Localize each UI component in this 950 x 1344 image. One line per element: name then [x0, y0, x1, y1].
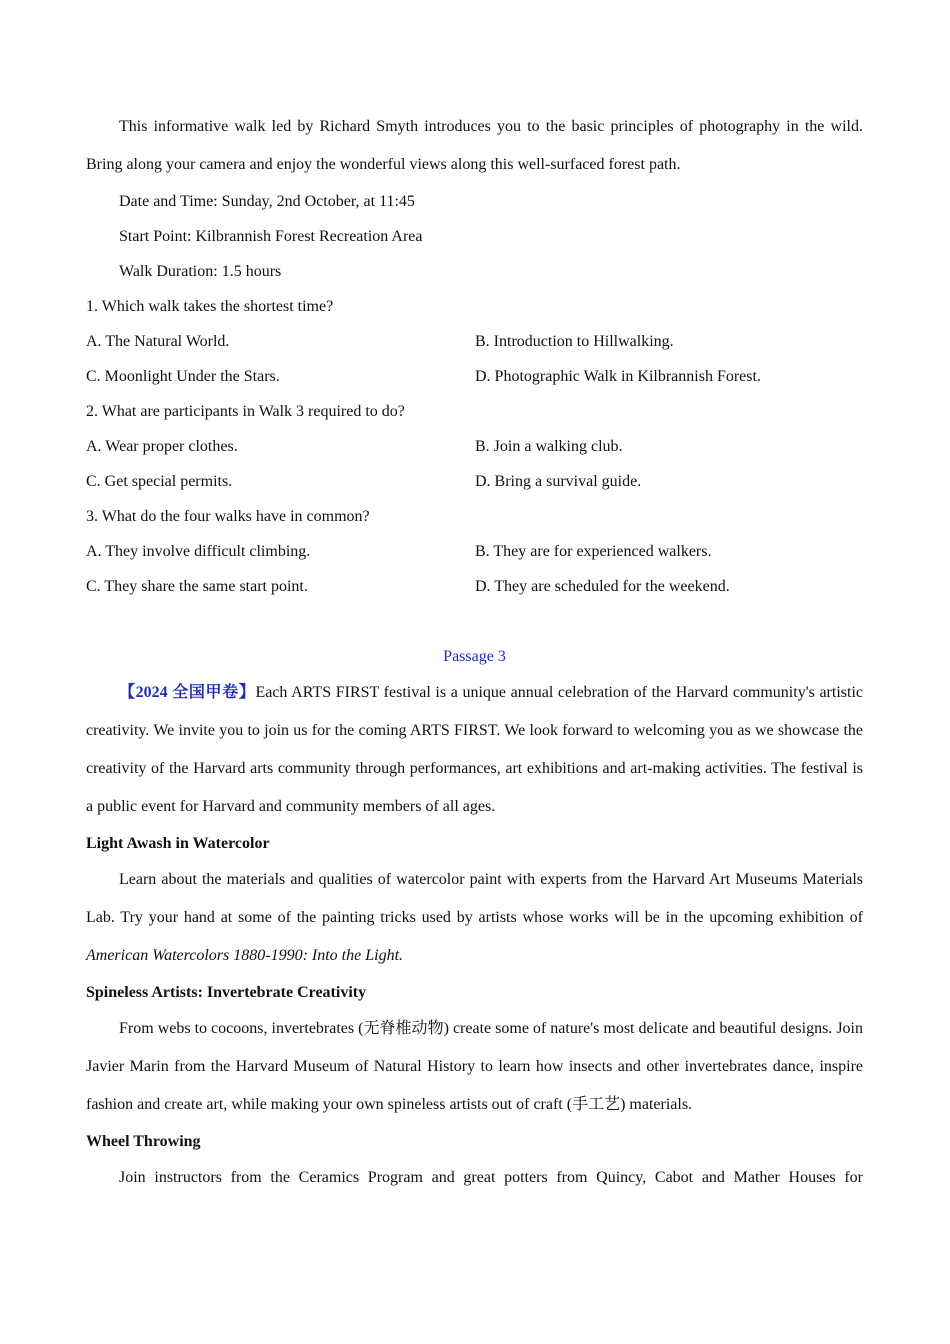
walk4-date-time: Date and Time: Sunday, 2nd October, at 11:45	[119, 193, 415, 210]
option-b: B. Introduction to Hillwalking.	[475, 333, 674, 350]
options-row	[86, 429, 863, 464]
option-d: D. Bring a survival guide.	[475, 473, 642, 490]
watercolor-text: Learn about the materials and qualities of watercolor paint with experts from the Harvard Art Museums Materials Lab. Try your hand at some of the painting tricks used by artists whose works will be in the upcoming exhibition of	[86, 871, 863, 926]
question-2	[86, 394, 863, 499]
walk4-start-point: Start Point: Kilbrannish Forest Recreation Area	[119, 228, 423, 245]
walk4-description: This informative walk led by Richard Smyth introduces you to the basic principles of photography in the wild. Bring along your camera and enjoy the wonderful views along this well-surfaced forest path.	[86, 118, 863, 173]
exhibition-title: American Watercolors 1880-1990: Into the Light.	[86, 947, 404, 964]
option-a: A. They involve difficult climbing.	[86, 543, 311, 560]
option-d: D. They are scheduled for the weekend.	[475, 578, 730, 595]
section-text-spineless-artists: From webs to cocoons, invertebrates (无脊椎动物) create some of nature's most delicate and beautiful designs. Join Javier Marin from the Harvard Museum of Natural History to learn how insects and other invertebrates dance, inspire fashion and create art, while making your own spineless artists out of craft (手工艺) materials.	[86, 1020, 863, 1113]
option-c: C. Moonlight Under the Stars.	[86, 368, 280, 385]
options-row	[86, 464, 863, 499]
option-b: B. Join a walking club.	[475, 438, 623, 455]
question-stem: 2. What are participants in Walk 3 required to do?	[86, 403, 405, 420]
intro-text: Each ARTS FIRST festival is a unique annual celebration of the Harvard community's artistic creativity. We invite you to join us for the coming ARTS FIRST. We look forward to welcoming you as we showcase the creativity of the Harvard arts community through performances, art exhibitions and art-making activities. The festival is a public event for Harvard and community members of all ages.	[86, 684, 863, 815]
option-c: C. They share the same start point.	[86, 578, 308, 595]
option-a: A. Wear proper clothes.	[86, 438, 238, 455]
options-row	[86, 534, 863, 569]
section-text-wheel-throwing: Join instructors from the Ceramics Program and great potters from Quincy, Cabot and Mather Houses for	[119, 1169, 863, 1186]
passage-3-heading: Passage 3	[443, 648, 506, 665]
question-1	[86, 289, 863, 394]
question-3	[86, 499, 863, 604]
options-row	[86, 359, 863, 394]
options-row	[86, 569, 863, 604]
section-title-watercolor: Light Awash in Watercolor	[86, 835, 270, 852]
passage-3-intro	[86, 674, 863, 826]
option-d: D. Photographic Walk in Kilbrannish Forest.	[475, 368, 761, 385]
section-text-watercolor	[86, 861, 863, 975]
question-stem: 1. Which walk takes the shortest time?	[86, 298, 334, 315]
document-page	[86, 112, 863, 1197]
option-c: C. Get special permits.	[86, 473, 233, 490]
question-stem: 3. What do the four walks have in common?	[86, 508, 370, 525]
option-a: A. The Natural World.	[86, 333, 230, 350]
options-row	[86, 324, 863, 359]
exam-source-tag: 【2024 全国甲卷】	[119, 684, 256, 701]
section-title-spineless-artists: Spineless Artists: Invertebrate Creativity	[86, 984, 367, 1001]
walk4-duration: Walk Duration: 1.5 hours	[119, 263, 282, 280]
option-b: B. They are for experienced walkers.	[475, 543, 712, 560]
section-title-wheel-throwing: Wheel Throwing	[86, 1133, 201, 1150]
